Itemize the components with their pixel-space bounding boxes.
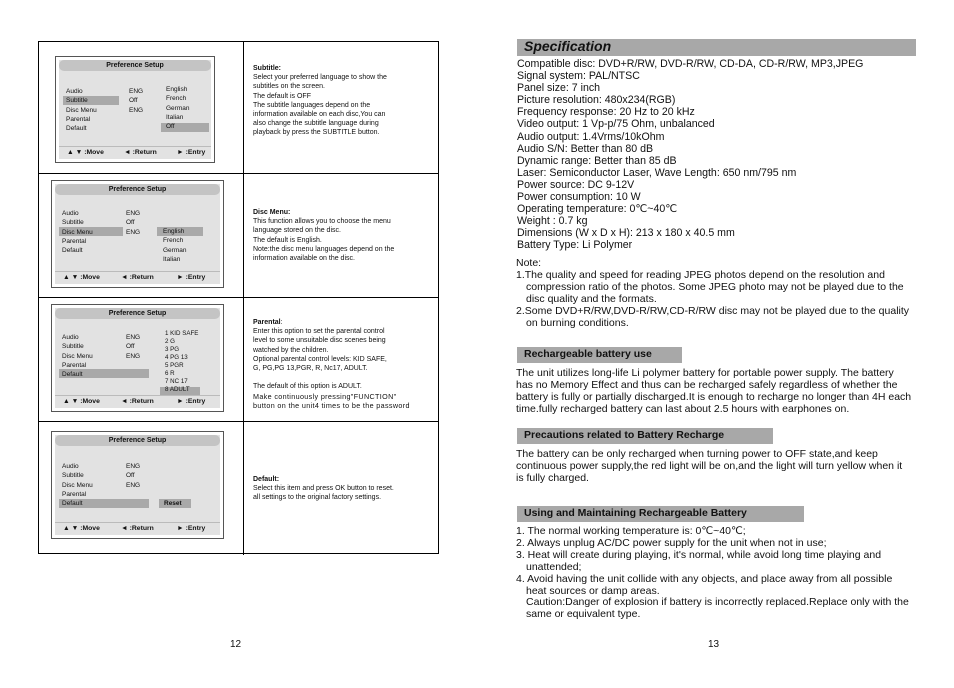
notes: Note: 1.The quality and speed for reading JPEG photos depend on the resolution and compression ratio of the photos. Some JPEG photo may not be played due to the disc quality and the formats. 2.Some DVD+R/RW,DVD-R/RW,CD-R/RW disc may not be played due to the quality on burning conditions. [516,257,910,329]
osd-screen: Preference Setup Audio Subtitle Disc Menu Parental Default ENG Off ENG Reset ▲ ▼ :Move ◄ :Return ► :Entry [51,431,224,539]
osd-screen: Preference Setup Audio Subtitle Disc Menu Parental Default ENG Off ENG English French German Italian Off ▲ ▼ :Move ◄ :Return ► :Entry [55,56,215,163]
battery-text: The unit utilizes long-life Li polymer battery for portable power supply. The battery has no Memory Effect and thus can be recharged safely regardless of whether the battery is fully or partially discharged.It is enough to recharge no longer than 4H each time.fully recharged battery can last about 2.5 hours with earphones on. [516,367,912,415]
spec-list: Compatible disc: DVD+R/RW, DVD-R/RW, CD-DA, CD-R/RW, MP3,JPEG Signal system: PAL/NTSC Panel size: 7 inch Picture resolution: 480x234(RGB) Frequency response: 20 Hz to 20 kHz Video output: 1 Vp-p/75 Ohm, unbalanced Audio output: 1.4Vrms/10kOhm Audio S/N: Better than 80 dB Dynamic range: Better than 85 dB Laser: Semiconductor Laser, Wave Length: 650 nm/795 nm Power source: DC 9-12V Power consumption: 10 W Operating temperature: 0℃~40℃ Weight : 0.7 kg Dimensions (W x D x H): 213 x 180 x 40.5 mm Battery Type: Li Polymer [517,58,864,252]
table-row-parental [39,298,438,422]
maintain-heading: Using and Maintaining Rechargeable Battery [517,506,804,522]
osd-screen: Preference Setup Audio Subtitle Disc Menu Parental Default ENG Off ENG 1 KID SAFE 2 G 3 PG 4 PG 13 5 PGR 6 R 7 NC 17 8 ADULT ▲ ▼ :Move ◄ :Return ► :Entry [51,304,224,412]
subtitle-description: Subtitle: Select your preferred language to show the subtitles on the screen. The default is OFF The subtitle languages depend on the information available on each disc,You can also change the subtitle language during playback by press the SUBTITLE button. [253,65,387,137]
precaution-heading: Precautions related to Battery Recharge [517,428,773,444]
osd-screen: Preference Setup Audio Subtitle Disc Menu Parental Default ENG Off ENG English French German Italian ▲ ▼ :Move ◄ :Return ► :Entry [51,180,224,288]
table-row-disc-menu [39,174,438,298]
battery-heading: Rechargeable battery use [517,347,682,363]
page-number-left: 12 [230,639,242,650]
table-row-subtitle [39,42,438,174]
parental-description: Parental: Enter this option to set the parental control level to some unsuitable disc scenes being watched by the children. Optional parental control levels: KID SAFE, G, PG,PG 13,PGR, R, Nc17, ADULT. The default of this option is ADULT. Make continuously pressing"FUNCTION" button on the unit4 times to be the password [253,319,410,410]
default-description: Default: Select this item and press OK button to reset. all settings to the original factory settings. [253,476,394,502]
spec-heading: Specification [517,39,916,56]
table-row-default [39,422,438,555]
maintain-list: 1. The normal working temperature is: 0℃~40℃; 2. Always unplug AC/DC power supply for the unit when not in use; 3. Heat will create during playing, it's normal, while avoid long time playing and unattended; 4. Avoid having the unit collide with any objects, and place away from all possible heat sources or damp areas. Caution:Danger of explosion if battery is incorrectly replaced.Replace only with the same or equivalent type. [516,525,909,621]
preference-setup-table [38,41,439,554]
disc-menu-description: Disc Menu: This function allows you to choose the menu language stored on the disc. The default is English. Note:the disc menu languages depend on the information available on the disc. [253,209,395,263]
osd-title: Preference Setup [59,60,211,71]
precaution-text: The battery can be only recharged when turning power to OFF state,and keep continuous power supply,the red light will be on,and the light will turn yellow when it is fully charged. [516,448,903,484]
osd-footer: ▲ ▼ :Move ◄ :Return ► :Entry [59,146,211,159]
page-number-right: 13 [708,639,720,650]
